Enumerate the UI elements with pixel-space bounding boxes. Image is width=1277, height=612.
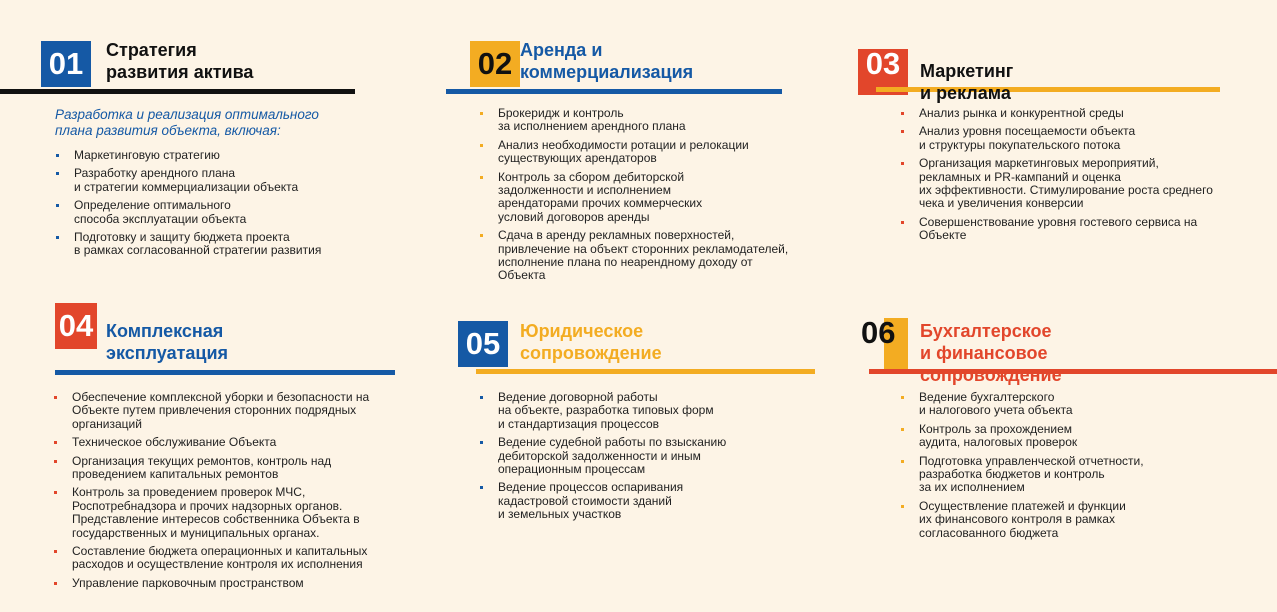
list-item: Контроль за проведением проверок МЧС, Роспотребнадзора и прочих надзорных органов. Представление интересов собственника Объекта в государственных и муниципальных органах. bbox=[53, 486, 423, 540]
section-item-list bbox=[900, 107, 1260, 248]
list-item: Техническое обслуживание Объекта bbox=[53, 436, 423, 449]
section-divider bbox=[476, 369, 815, 374]
section-number-badge: 03 bbox=[858, 49, 908, 95]
list-item: Ведение процессов оспаривания кадастровой стоимости зданий и земельных участков bbox=[479, 481, 819, 521]
list-item: Обеспечение комплексной уборки и безопасности на Объекте путем привлечения сторонних подрядных организаций bbox=[53, 391, 423, 431]
list-item: Разработку арендного плана и стратегии коммерциализации объекта bbox=[55, 167, 395, 194]
list-item: Организация маркетинговых мероприятий, рекламных и PR-кампаний и оценка их эффективности. Стимулирование роста среднего чека и увеличения конверсии bbox=[900, 157, 1260, 211]
bullet-marker bbox=[901, 130, 904, 133]
section-title: Стратегия развития актива bbox=[106, 40, 254, 82]
bullet-marker bbox=[480, 112, 483, 115]
section-number-badge: 06 bbox=[861, 315, 896, 350]
list-item: Подготовка управленческой отчетности, разработка бюджетов и контроль за их исполнением bbox=[900, 455, 1240, 495]
bullet-marker bbox=[480, 486, 483, 489]
section-title: Юридическое сопровождение bbox=[520, 321, 662, 363]
bullet-marker bbox=[901, 162, 904, 165]
bullet-marker bbox=[480, 441, 483, 444]
section-divider bbox=[446, 89, 782, 94]
section-number-badge: 01 bbox=[41, 41, 91, 87]
bullet-marker bbox=[480, 234, 483, 237]
list-item: Контроль за сбором дебиторской задолженности и исполнением арендаторами прочих коммерческих условий договоров аренды bbox=[479, 171, 824, 225]
list-item: Управление парковочным пространством bbox=[53, 577, 423, 590]
bullet-marker bbox=[54, 550, 57, 553]
list-item: Брокеридж и контроль за исполнением арендного плана bbox=[479, 107, 824, 134]
bullet-marker bbox=[54, 582, 57, 585]
bullet-marker bbox=[54, 441, 57, 444]
section-title: Комплексная эксплуатация bbox=[106, 321, 229, 363]
bullet-marker bbox=[480, 176, 483, 179]
bullet-marker bbox=[54, 460, 57, 463]
list-item: Сдача в аренду рекламных поверхностей, привлечение на объект сторонних рекламодателей, исполнение плана по неарендному доходу от Объекта bbox=[479, 229, 824, 283]
list-item: Ведение бухгалтерского и налогового учета объекта bbox=[900, 391, 1240, 418]
bullet-marker bbox=[901, 460, 904, 463]
bullet-marker bbox=[480, 144, 483, 147]
section-title: Бухгалтерское и финансовое сопровождение bbox=[920, 321, 1062, 385]
section-title: Аренда и коммерциализация bbox=[520, 40, 694, 82]
bullet-marker bbox=[901, 428, 904, 431]
list-item: Составление бюджета операционных и капитальных расходов и осуществление контроля их исполнения bbox=[53, 545, 423, 572]
section-title: Маркетинг и реклама bbox=[920, 61, 1014, 103]
section-number-badge: 02 bbox=[470, 41, 520, 87]
section-item-list bbox=[53, 391, 423, 595]
section-item-list bbox=[479, 391, 819, 527]
section-item-list bbox=[900, 391, 1240, 545]
list-item: Контроль за прохождением аудита, налоговых проверок bbox=[900, 423, 1240, 450]
section-number-badge: 04 bbox=[55, 303, 97, 349]
list-item: Определение оптимального способа эксплуатации объекта bbox=[55, 199, 395, 226]
list-item: Подготовку и защиту бюджета проекта в рамках согласованной стратегии развития bbox=[55, 231, 395, 258]
bullet-marker bbox=[901, 505, 904, 508]
bullet-marker bbox=[54, 491, 57, 494]
section-divider bbox=[55, 370, 395, 375]
section-number-badge: 05 bbox=[458, 321, 508, 367]
list-item: Ведение судебной работы по взысканию дебиторской задолженности и иным операционным процессам bbox=[479, 436, 819, 476]
section-item-list bbox=[479, 107, 824, 288]
list-item: Анализ рынка и конкурентной среды bbox=[900, 107, 1260, 120]
section-intro: Разработка и реализация оптимального плана развития объекта, включая: bbox=[55, 107, 319, 138]
list-item: Анализ уровня посещаемости объекта и структуры покупательского потока bbox=[900, 125, 1260, 152]
list-item: Анализ необходимости ротации и релокации существующих арендаторов bbox=[479, 139, 824, 166]
bullet-marker bbox=[480, 396, 483, 399]
bullet-marker bbox=[901, 112, 904, 115]
list-item: Ведение договорной работы на объекте, разработка типовых форм и стандартизация процессов bbox=[479, 391, 819, 431]
list-item: Маркетинговую стратегию bbox=[55, 149, 395, 162]
list-item: Совершенствование уровня гостевого сервиса на Объекте bbox=[900, 216, 1260, 243]
list-item: Осуществление платежей и функции их финансового контроля в рамках согласованного бюджета bbox=[900, 500, 1240, 540]
bullet-marker bbox=[901, 221, 904, 224]
bullet-marker bbox=[54, 396, 57, 399]
list-item: Организация текущих ремонтов, контроль над проведением капитальных ремонтов bbox=[53, 455, 423, 482]
bullet-marker bbox=[901, 396, 904, 399]
